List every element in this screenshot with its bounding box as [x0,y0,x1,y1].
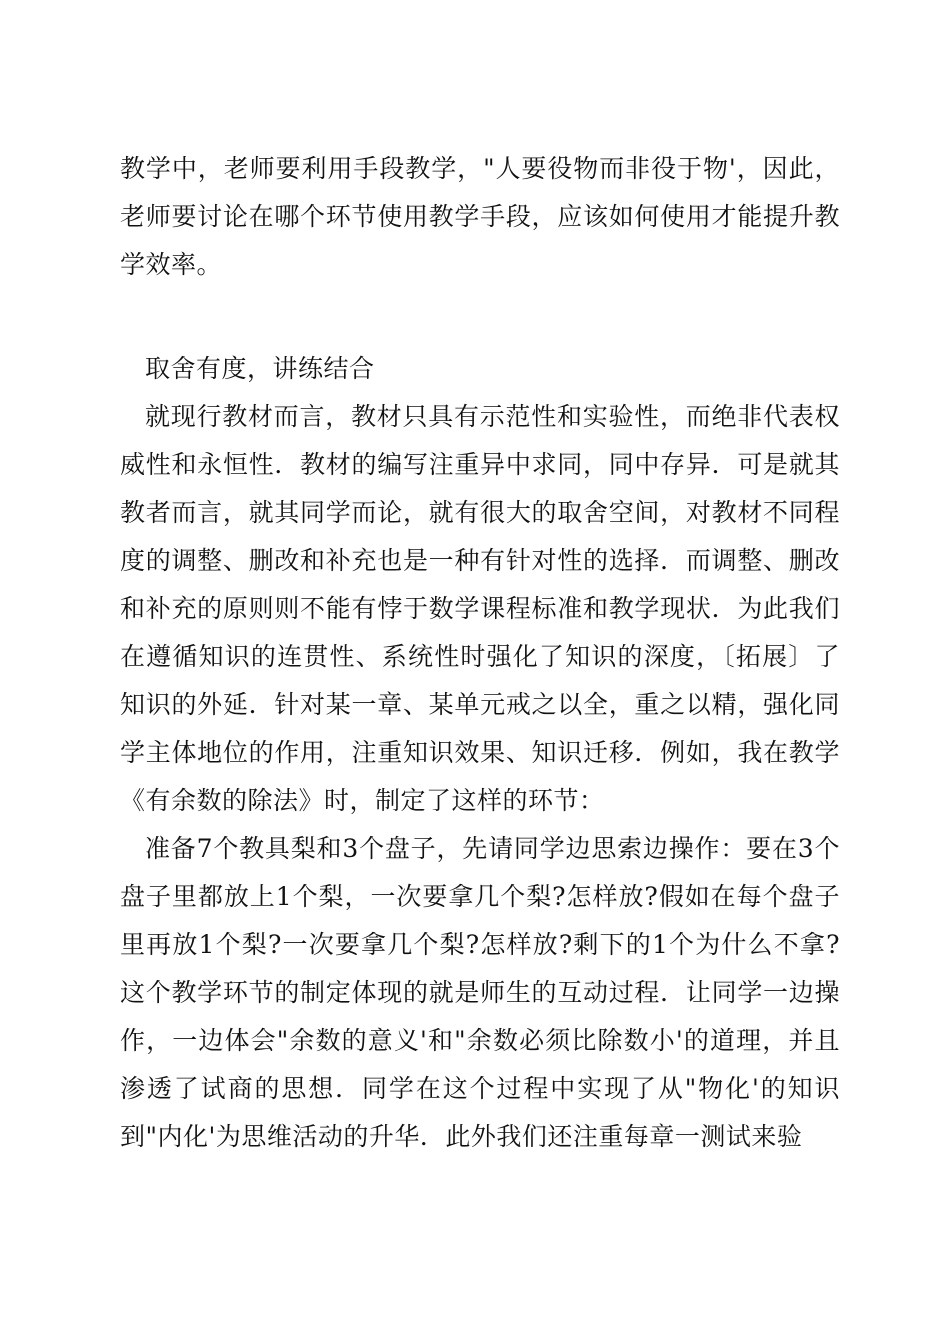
paragraph-example: 准备7个教具梨和3个盘子，先请同学边思索边操作：要在3个盘子里都放上1个梨，一次要拿几个梨?怎样放?假如在每个盘子里再放1个梨?一次要拿几个梨?怎样放?剩下的1个为什么不拿?这个教学环节的制定体现的就是师生的互动过程．让同学一边操作，一边体会"余数的意义'和"余数必须比除数小'的道理，并且渗透了试商的思想．同学在这个过程中实现了从"物化'的知识到"内化'为思维活动的升华．此外我们还注重每章一测试来验 [120,834,840,1151]
paragraph-textbook: 就现行教材而言，教材只具有示范性和实验性，而绝非代表权威性和永恒性．教材的编写注重异中求同，同中存异．可是就其教者而言，就其同学而论，就有很大的取舍空间，对教材不同程度的调整、删改和补充也是一种有针对性的选择．而调整、删改和补充的原则则不能有悖于数学课程标准和教学现状．为此我们在遵循知识的连贯性、系统性时强化了知识的深度，〔拓展〕了知识的外延．针对某一章、某单元戒之以全，重之以精，强化同学主体地位的作用，注重知识效果、知识迁移．例如，我在教学《有余数的除法》时，制定了这样的环节： [120,402,840,815]
section-heading: 取舍有度，讲练结合 [145,354,375,383]
document-body [120,145,840,1161]
paragraph-intro: 教学中，老师要利用手段教学，"人要役物而非役于物'，因此，老师要讨论在哪个环节使用教学手段，应该如何使用才能提升教学效率。 [120,154,840,279]
